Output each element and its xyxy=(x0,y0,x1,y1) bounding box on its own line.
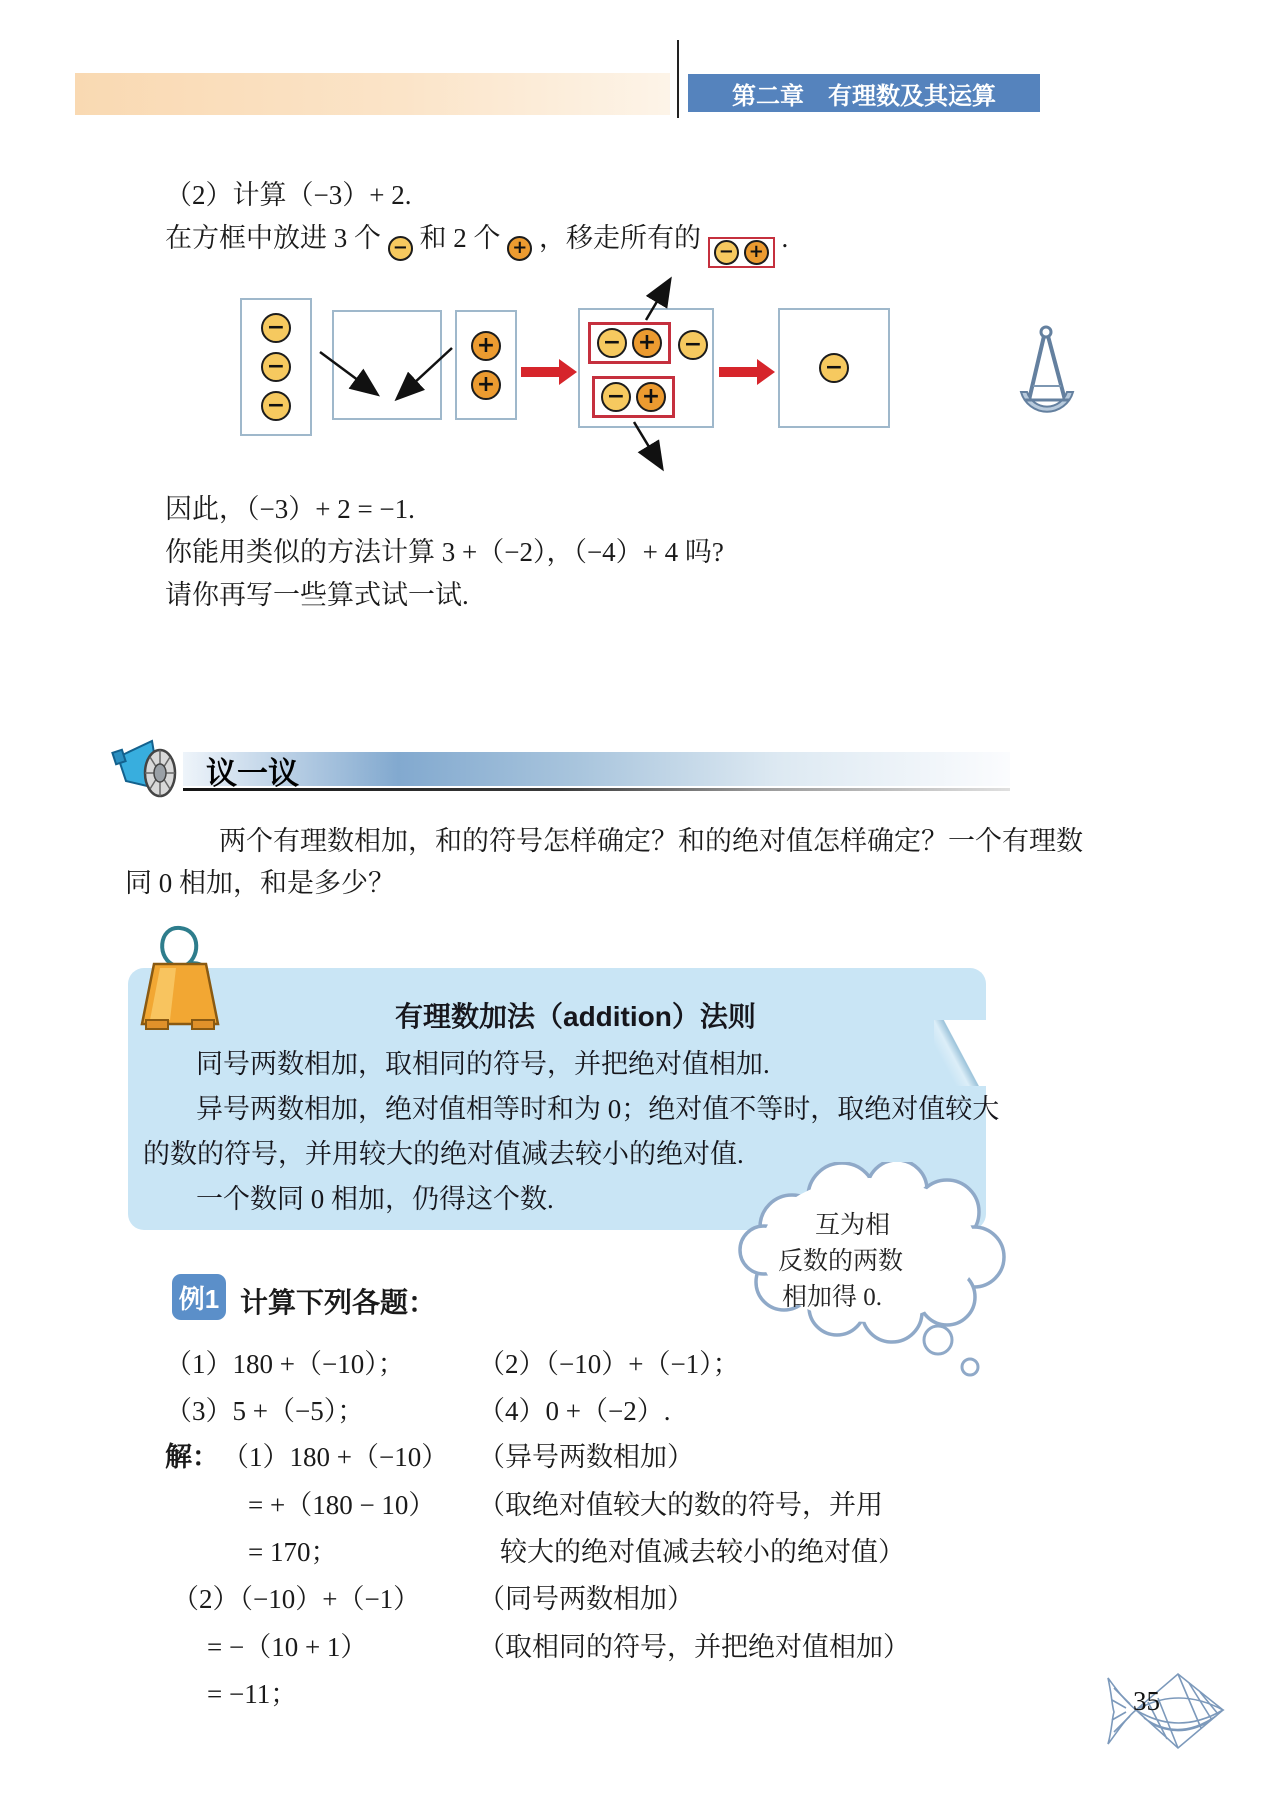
minus-counter-icon: − xyxy=(819,353,849,383)
plus-counter-icon: + xyxy=(471,370,501,400)
discuss-title: 议一议 xyxy=(206,756,299,791)
minus-counter-icon: − xyxy=(601,382,631,412)
discuss-question-line2: 同 0 相加，和是多少？ xyxy=(125,868,395,898)
solution-note: （取相同的符号，并把绝对值相加） xyxy=(478,1632,910,1662)
fish-logo-icon xyxy=(1078,1668,1228,1768)
page-curl-decoration xyxy=(934,1020,986,1086)
solve-label: 解： xyxy=(165,1442,219,1472)
problem-4: （4）0 +（−2）. xyxy=(478,1396,671,1426)
plus-counter-icon: + xyxy=(507,236,532,261)
intro-line2-a: 在方框中放进 3 个 xyxy=(165,223,381,253)
minus-counter-icon: − xyxy=(261,352,291,382)
page-number: 35 xyxy=(1133,1686,1160,1716)
solution-expr: = −（10 + 1） xyxy=(207,1632,368,1662)
red-arrow-icon xyxy=(719,359,775,385)
intro-line2-d: . xyxy=(781,223,789,253)
problem-2: （2）（−10）+（−1）； xyxy=(478,1349,740,1379)
solution-expr: （2）（−10）+（−1） xyxy=(172,1584,421,1614)
solution-note: 较大的绝对值减去较小的绝对值） xyxy=(500,1537,905,1567)
chapter-title-bar xyxy=(688,74,1040,112)
solution-note: （取绝对值较大的数的符号，并用 xyxy=(478,1490,883,1520)
thin-arrow-pair-out-bottom xyxy=(634,422,660,465)
intro-line-2 xyxy=(165,219,788,268)
intro-line2-b: 和 2 个 xyxy=(419,223,501,253)
minus-counter-icon: − xyxy=(678,330,708,360)
thin-arrow-into-box xyxy=(400,348,452,396)
diagram-arrows xyxy=(0,270,1280,500)
thin-arrow-pair-out-top xyxy=(646,283,668,320)
rule-box-title: 有理数加法（addition）法则 xyxy=(395,1001,756,1032)
solution-expr: = 170； xyxy=(248,1537,338,1567)
solution-note: （同号两数相加） xyxy=(478,1584,694,1614)
problem-1: （1）180 +（−10）； xyxy=(165,1349,405,1379)
minus-counter-icon: − xyxy=(261,313,291,343)
solution-expr: = +（180 − 10） xyxy=(248,1490,436,1520)
discuss-question-line1: 两个有理数相加，和的符号怎样确定？和的绝对值怎样确定？一个有理数 xyxy=(219,826,1083,856)
problem-3: （3）5 +（−5）； xyxy=(165,1396,365,1426)
minus-counter-icon: − xyxy=(597,328,627,358)
example-badge: 例1 xyxy=(172,1274,226,1320)
rule-line-1: 同号两数相加，取相同的符号，并把绝对值相加. xyxy=(196,1049,770,1079)
example-prompt: 计算下列各题： xyxy=(240,1287,437,1318)
intro-line2-c: ，移走所有的 xyxy=(539,223,701,253)
plus-counter-icon: + xyxy=(744,240,769,265)
plus-counter-icon: + xyxy=(632,328,662,358)
chapter-title: 第二章 有理数及其运算 xyxy=(732,82,996,110)
plus-counter-icon: + xyxy=(471,331,501,361)
cloud-text-line1: 互为相 xyxy=(815,1212,891,1239)
solution-expr: = −11； xyxy=(207,1679,298,1709)
rule-line-2: 异号两数相加，绝对值相等时和为 0；绝对值不等时，取绝对值较大 xyxy=(196,1094,1000,1124)
cloud-text-line3: 相加得 0. xyxy=(782,1284,883,1311)
minus-counter-icon: − xyxy=(388,236,413,261)
solution-expr: （1）180 +（−10） xyxy=(222,1442,449,1472)
red-arrow-icon xyxy=(521,359,577,385)
minus-counter-icon: − xyxy=(714,240,739,265)
plus-counter-icon: + xyxy=(636,382,666,412)
zero-pair-frame-icon xyxy=(708,237,775,268)
discuss-banner xyxy=(183,752,1010,786)
discuss-banner-underline xyxy=(183,788,1010,791)
write-more-line: 请你再写一些算式试一试. xyxy=(165,580,469,610)
conclusion-line: 因此，（−3）+ 2 = −1. xyxy=(165,494,415,524)
header-divider-line xyxy=(677,40,679,118)
rule-line-3: 的数的符号，并用较大的绝对值减去较小的绝对值. xyxy=(143,1139,744,1169)
thin-arrow-into-box xyxy=(320,352,374,392)
solution-note: （异号两数相加） xyxy=(478,1442,694,1472)
cloud-text-line2: 反数的两数 xyxy=(778,1248,904,1275)
intro-line-1: （2）计算（−3）+ 2. xyxy=(165,180,412,210)
try-similar-line: 你能用类似的方法计算 3 +（−2），（−4）+ 4 吗? xyxy=(165,537,724,567)
compass-icon xyxy=(1005,322,1087,426)
header-peach-bar xyxy=(75,73,670,115)
minus-counter-icon: − xyxy=(261,391,291,421)
binder-clip-icon xyxy=(118,920,238,1040)
rule-line-4: 一个数同 0 相加，仍得这个数. xyxy=(196,1184,554,1214)
megaphone-icon xyxy=(108,733,186,805)
